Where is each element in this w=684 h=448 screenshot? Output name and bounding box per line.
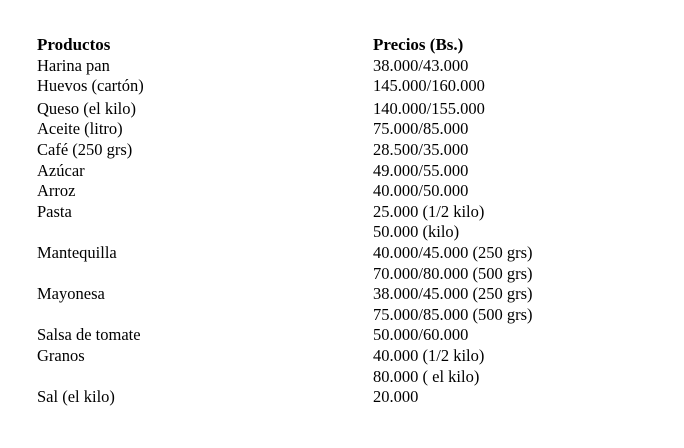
product-price: 20.000: [373, 387, 419, 407]
product-name: Huevos (cartón): [37, 76, 144, 96]
product-name: Granos: [37, 345, 85, 365]
product-price: 50.000 (kilo): [373, 222, 460, 242]
product-name: Café (250 grs): [37, 139, 133, 159]
product-price: 38.000/45.000 (250 grs): [373, 284, 533, 304]
product-name: Queso (el kilo): [37, 98, 136, 118]
product-price: 49.000/55.000: [373, 160, 469, 180]
product-price: 70.000/80.000 (500 grs): [373, 263, 533, 283]
row-spacer: [37, 264, 357, 285]
prices-list: [373, 56, 673, 408]
product-name: Mantequilla: [37, 242, 117, 262]
product-price: 145.000/160.000: [373, 76, 485, 96]
product-price: 38.000/43.000: [373, 55, 469, 75]
product-price: 40.000/45.000 (250 grs): [373, 242, 533, 262]
row-spacer: [37, 222, 357, 243]
product-price: 140.000/155.000: [373, 98, 485, 118]
product-price: 28.500/35.000: [373, 139, 469, 159]
product-price: 40.000/50.000: [373, 181, 469, 201]
product-price: 40.000 (1/2 kilo): [373, 345, 485, 365]
prices-column: [373, 35, 673, 408]
product-price: 25.000 (1/2 kilo): [373, 201, 485, 221]
prices-header: Precios (Bs.): [373, 35, 464, 54]
row-spacer: [37, 367, 357, 388]
products-column: [37, 35, 357, 408]
product-name: Sal (el kilo): [37, 387, 115, 407]
product-name: Harina pan: [37, 55, 110, 75]
product-name: Pasta: [37, 201, 72, 221]
product-price: 80.000 ( el kilo): [373, 366, 480, 386]
product-name: Salsa de tomate: [37, 325, 141, 345]
product-price: 75.000/85.000 (500 grs): [373, 304, 533, 324]
product-price: 50.000/60.000: [373, 325, 469, 345]
product-name: Mayonesa: [37, 284, 105, 304]
row-spacer: [37, 305, 357, 326]
product-price: 75.000/85.000: [373, 119, 469, 139]
product-name: Aceite (litro): [37, 119, 123, 139]
product-name: Azúcar: [37, 160, 85, 180]
product-name: Arroz: [37, 181, 76, 201]
products-list: [37, 56, 357, 408]
products-header: Productos: [37, 35, 111, 54]
